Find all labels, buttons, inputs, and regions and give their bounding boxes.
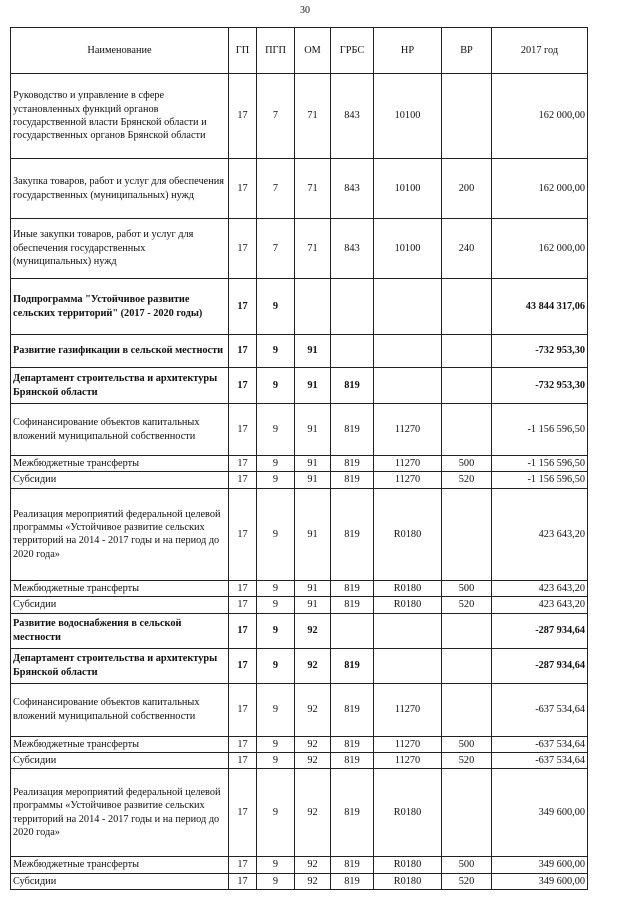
cell-amount: -637 534,64 <box>492 683 588 736</box>
cell-om: 91 <box>295 472 331 488</box>
cell-nr <box>374 368 442 404</box>
cell-gp: 17 <box>229 404 257 456</box>
cell-nr: 10100 <box>374 74 442 159</box>
cell-nr: 11270 <box>374 404 442 456</box>
cell-om: 91 <box>295 580 331 596</box>
cell-om: 92 <box>295 769 331 857</box>
cell-nr: 11270 <box>374 456 442 472</box>
cell-nr <box>374 335 442 368</box>
cell-nr <box>374 279 442 335</box>
cell-gp: 17 <box>229 873 257 889</box>
cell-name: Развитие газификации в сельской местности <box>11 335 229 368</box>
cell-nr: R0180 <box>374 597 442 613</box>
cell-grbs: 843 <box>331 219 374 279</box>
cell-name: Реализация мероприятий федеральной целевой программы «Устойчивое развитие сельских территорий на 2014 - 2017 годы и на период до 2020 года» <box>11 769 229 857</box>
cell-om: 92 <box>295 857 331 873</box>
cell-name: Межбюджетные трансферты <box>11 857 229 873</box>
cell-amount: -732 953,30 <box>492 368 588 404</box>
cell-vr: 200 <box>442 159 492 219</box>
cell-gp: 17 <box>229 488 257 580</box>
cell-vr: 520 <box>442 472 492 488</box>
cell-gp: 17 <box>229 456 257 472</box>
cell-name: Департамент строительства и архитектуры Брянской области <box>11 368 229 404</box>
cell-vr: 500 <box>442 456 492 472</box>
cell-amount: 162 000,00 <box>492 159 588 219</box>
table-row <box>11 219 588 279</box>
cell-grbs: 819 <box>331 769 374 857</box>
cell-vr <box>442 769 492 857</box>
cell-om: 91 <box>295 488 331 580</box>
cell-gp: 17 <box>229 159 257 219</box>
cell-pgp: 9 <box>257 752 295 768</box>
cell-name: Развитие водоснабжения в сельской местности <box>11 613 229 648</box>
cell-gp: 17 <box>229 74 257 159</box>
cell-amount: 423 643,20 <box>492 597 588 613</box>
cell-gp: 17 <box>229 857 257 873</box>
cell-pgp: 9 <box>257 580 295 596</box>
cell-gp: 17 <box>229 752 257 768</box>
cell-name: Межбюджетные трансферты <box>11 456 229 472</box>
cell-pgp: 7 <box>257 74 295 159</box>
cell-vr: 500 <box>442 736 492 752</box>
cell-pgp: 9 <box>257 683 295 736</box>
cell-pgp: 9 <box>257 873 295 889</box>
cell-grbs: 819 <box>331 683 374 736</box>
col-header-grbs: ГРБС <box>331 28 374 74</box>
cell-vr: 240 <box>442 219 492 279</box>
cell-vr: 520 <box>442 873 492 889</box>
table-row <box>11 456 588 472</box>
cell-vr <box>442 404 492 456</box>
cell-om: 92 <box>295 613 331 648</box>
cell-om: 71 <box>295 74 331 159</box>
cell-amount: 423 643,20 <box>492 488 588 580</box>
table-row <box>11 580 588 596</box>
cell-gp: 17 <box>229 580 257 596</box>
cell-grbs: 819 <box>331 648 374 683</box>
cell-vr: 500 <box>442 857 492 873</box>
table-row <box>11 857 588 873</box>
cell-nr: 11270 <box>374 736 442 752</box>
cell-amount: 43 844 317,06 <box>492 279 588 335</box>
table-row <box>11 597 588 613</box>
cell-pgp: 9 <box>257 613 295 648</box>
cell-nr <box>374 648 442 683</box>
cell-grbs: 819 <box>331 580 374 596</box>
cell-grbs: 843 <box>331 159 374 219</box>
cell-pgp: 9 <box>257 472 295 488</box>
table-row <box>11 488 588 580</box>
cell-nr: 10100 <box>374 219 442 279</box>
cell-amount: 349 600,00 <box>492 857 588 873</box>
cell-gp: 17 <box>229 472 257 488</box>
cell-pgp: 7 <box>257 219 295 279</box>
table-row <box>11 752 588 768</box>
cell-nr <box>374 613 442 648</box>
cell-om: 91 <box>295 597 331 613</box>
cell-om: 92 <box>295 873 331 889</box>
cell-om: 91 <box>295 335 331 368</box>
cell-gp: 17 <box>229 219 257 279</box>
cell-grbs: 819 <box>331 873 374 889</box>
table-row <box>11 74 588 159</box>
cell-amount: -637 534,64 <box>492 752 588 768</box>
cell-pgp: 9 <box>257 857 295 873</box>
table-row <box>11 648 588 683</box>
cell-name: Закупка товаров, работ и услуг для обеспечения государственных (муниципальных) нужд <box>11 159 229 219</box>
cell-amount: 162 000,00 <box>492 219 588 279</box>
cell-gp: 17 <box>229 648 257 683</box>
cell-grbs <box>331 279 374 335</box>
cell-amount: -1 156 596,50 <box>492 404 588 456</box>
table-row <box>11 683 588 736</box>
cell-pgp: 9 <box>257 488 295 580</box>
cell-name: Субсидии <box>11 752 229 768</box>
cell-grbs: 819 <box>331 472 374 488</box>
cell-amount: -287 934,64 <box>492 648 588 683</box>
cell-name: Департамент строительства и архитектуры Брянской области <box>11 648 229 683</box>
col-header-nr: НР <box>374 28 442 74</box>
cell-om: 92 <box>295 736 331 752</box>
cell-name: Субсидии <box>11 597 229 613</box>
table-row <box>11 335 588 368</box>
cell-vr: 520 <box>442 752 492 768</box>
cell-gp: 17 <box>229 279 257 335</box>
cell-name: Реализация мероприятий федеральной целевой программы «Устойчивое развитие сельских территорий на 2014 - 2017 годы и на период до 2020 года» <box>11 488 229 580</box>
cell-pgp: 9 <box>257 335 295 368</box>
cell-grbs: 819 <box>331 456 374 472</box>
cell-grbs: 819 <box>331 857 374 873</box>
cell-name: Межбюджетные трансферты <box>11 580 229 596</box>
cell-vr <box>442 279 492 335</box>
cell-grbs: 819 <box>331 368 374 404</box>
cell-amount: -287 934,64 <box>492 613 588 648</box>
cell-vr <box>442 648 492 683</box>
cell-grbs: 819 <box>331 752 374 768</box>
cell-name: Софинансирование объектов капитальных вложений муниципальной собственности <box>11 683 229 736</box>
cell-gp: 17 <box>229 613 257 648</box>
table-row <box>11 769 588 857</box>
page-number: 30 <box>300 5 310 16</box>
table-row <box>11 873 588 889</box>
cell-name: Субсидии <box>11 472 229 488</box>
cell-om: 91 <box>295 368 331 404</box>
cell-name: Иные закупки товаров, работ и услуг для обеспечения государственных (муниципальных) нужд <box>11 219 229 279</box>
cell-name: Субсидии <box>11 873 229 889</box>
cell-amount: -637 534,64 <box>492 736 588 752</box>
cell-gp: 17 <box>229 368 257 404</box>
cell-pgp: 9 <box>257 456 295 472</box>
cell-om: 71 <box>295 159 331 219</box>
table-row <box>11 159 588 219</box>
table-row <box>11 736 588 752</box>
cell-pgp: 9 <box>257 597 295 613</box>
table-row <box>11 279 588 335</box>
col-header-gp: ГП <box>229 28 257 74</box>
cell-pgp: 9 <box>257 769 295 857</box>
cell-gp: 17 <box>229 683 257 736</box>
cell-vr: 500 <box>442 580 492 596</box>
cell-gp: 17 <box>229 736 257 752</box>
cell-nr: 10100 <box>374 159 442 219</box>
cell-om: 92 <box>295 752 331 768</box>
table-row <box>11 404 588 456</box>
cell-om: 92 <box>295 683 331 736</box>
cell-name: Софинансирование объектов капитальных вложений муниципальной собственности <box>11 404 229 456</box>
cell-grbs: 843 <box>331 74 374 159</box>
col-header-vr: ВР <box>442 28 492 74</box>
cell-amount: 349 600,00 <box>492 769 588 857</box>
cell-pgp: 9 <box>257 736 295 752</box>
cell-om: 92 <box>295 648 331 683</box>
cell-pgp: 9 <box>257 368 295 404</box>
table-row <box>11 368 588 404</box>
cell-grbs <box>331 613 374 648</box>
cell-gp: 17 <box>229 335 257 368</box>
cell-amount: 349 600,00 <box>492 873 588 889</box>
budget-table <box>10 27 588 890</box>
cell-nr: 11270 <box>374 683 442 736</box>
cell-vr <box>442 335 492 368</box>
table-row <box>11 472 588 488</box>
cell-amount: -1 156 596,50 <box>492 456 588 472</box>
col-header-year: 2017 год <box>492 28 588 74</box>
cell-nr: R0180 <box>374 873 442 889</box>
col-header-pgp: ПГП <box>257 28 295 74</box>
cell-amount: -1 156 596,50 <box>492 472 588 488</box>
cell-pgp: 7 <box>257 159 295 219</box>
cell-nr: R0180 <box>374 580 442 596</box>
cell-grbs: 819 <box>331 488 374 580</box>
cell-gp: 17 <box>229 769 257 857</box>
cell-grbs: 819 <box>331 597 374 613</box>
table-row <box>11 613 588 648</box>
cell-om <box>295 279 331 335</box>
col-header-om: ОМ <box>295 28 331 74</box>
cell-om: 91 <box>295 456 331 472</box>
cell-amount: 423 643,20 <box>492 580 588 596</box>
cell-vr <box>442 74 492 159</box>
cell-grbs <box>331 335 374 368</box>
cell-name: Подпрограмма "Устойчивое развитие сельских территорий" (2017 - 2020 годы) <box>11 279 229 335</box>
cell-amount: -732 953,30 <box>492 335 588 368</box>
cell-amount: 162 000,00 <box>492 74 588 159</box>
cell-nr: R0180 <box>374 857 442 873</box>
cell-name: Межбюджетные трансферты <box>11 736 229 752</box>
cell-grbs: 819 <box>331 736 374 752</box>
cell-nr: R0180 <box>374 488 442 580</box>
table-header-row <box>11 28 588 74</box>
cell-nr: R0180 <box>374 769 442 857</box>
cell-vr <box>442 368 492 404</box>
cell-om: 91 <box>295 404 331 456</box>
cell-om: 71 <box>295 219 331 279</box>
cell-nr: 11270 <box>374 752 442 768</box>
cell-name: Руководство и управление в сфере установленных функций органов государственной власти Брянской области и государственных органов Брянской области <box>11 74 229 159</box>
cell-grbs: 819 <box>331 404 374 456</box>
cell-vr <box>442 488 492 580</box>
cell-gp: 17 <box>229 597 257 613</box>
col-header-name: Наименование <box>11 28 229 74</box>
cell-vr <box>442 683 492 736</box>
cell-vr: 520 <box>442 597 492 613</box>
cell-pgp: 9 <box>257 404 295 456</box>
cell-nr: 11270 <box>374 472 442 488</box>
cell-vr <box>442 613 492 648</box>
cell-pgp: 9 <box>257 648 295 683</box>
cell-pgp: 9 <box>257 279 295 335</box>
